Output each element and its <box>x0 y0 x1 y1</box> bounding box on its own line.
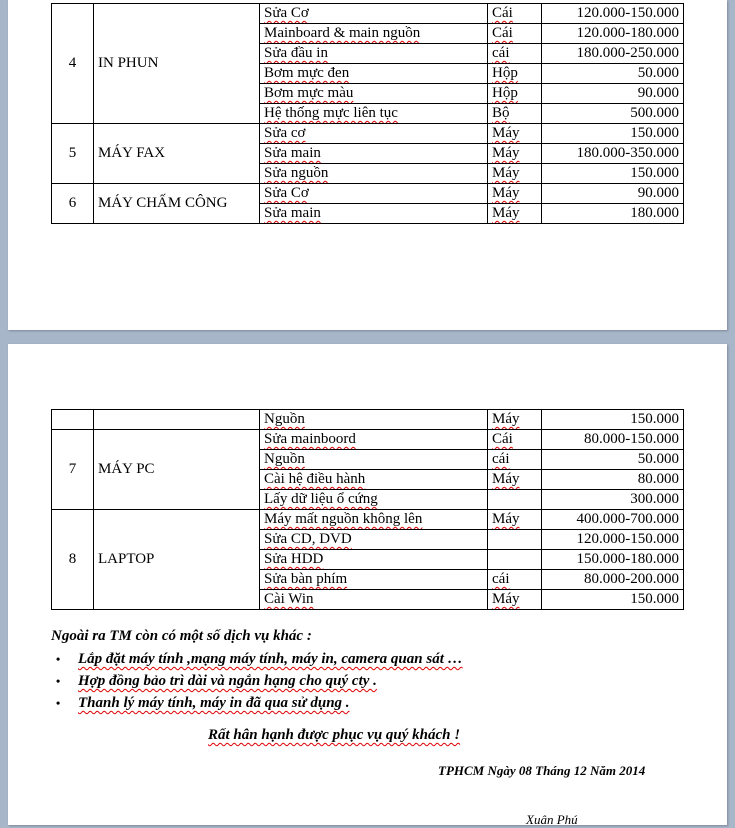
unit-cell-text: Máy <box>492 185 520 201</box>
unit-cell-text: Máy <box>492 165 520 181</box>
service-cell-text: Sửa HDD <box>264 551 324 567</box>
extra-service-item <box>53 648 463 670</box>
service-cell <box>260 510 488 530</box>
unit-cell <box>488 104 542 124</box>
price-cell <box>542 4 684 24</box>
service-cell <box>260 490 488 510</box>
device-cell-text: LAPTOP <box>98 551 155 567</box>
unit-cell <box>488 24 542 44</box>
extra-service-item <box>53 670 463 692</box>
price-cell-text: 120.000-150.000 <box>576 531 679 547</box>
date-line: TPHCM Ngày 08 Tháng 12 Năm 2014 <box>438 763 646 778</box>
service-cell <box>260 144 488 164</box>
price-cell <box>542 144 684 164</box>
signature: Xuân Phú <box>526 812 578 827</box>
price-cell <box>542 104 684 124</box>
bullet-icon: • <box>56 696 61 710</box>
unit-cell-text: Máy <box>492 591 520 607</box>
price-cell <box>542 590 684 610</box>
service-cell-text: Sửa cơ <box>264 125 306 141</box>
service-cell <box>260 204 488 224</box>
service-cell-text: Bơm mực đen <box>264 65 350 81</box>
price-cell <box>542 184 684 204</box>
unit-cell-text: Máy <box>492 145 520 161</box>
price-cell <box>542 490 684 510</box>
service-cell <box>260 124 488 144</box>
service-cell <box>260 164 488 184</box>
price-cell-text: 120.000-150.000 <box>576 5 679 21</box>
price-cell-text: 50.000 <box>637 65 679 81</box>
device-cell-text: IN PHUN <box>98 55 159 71</box>
unit-cell <box>488 64 542 84</box>
price-cell <box>542 530 684 550</box>
price-cell <box>542 124 684 144</box>
device-cell-text: MÁY FAX <box>98 145 166 161</box>
device-cell-text: MÁY PC <box>98 461 155 477</box>
price-cell <box>542 470 684 490</box>
item-number-cell <box>52 124 94 184</box>
unit-cell <box>488 590 542 610</box>
service-cell <box>260 570 488 590</box>
thanks-line: Rất hân hạnh được phục vụ quý khách ! <box>208 727 461 743</box>
service-cell-text: Nguồn <box>264 451 305 467</box>
unit-cell <box>488 430 542 450</box>
table-row <box>52 124 684 144</box>
price-cell <box>542 204 684 224</box>
device-cell <box>94 430 260 510</box>
service-cell-text: Sửa Cơ <box>264 5 309 21</box>
unit-cell <box>488 570 542 590</box>
document-page-2 <box>8 344 727 825</box>
service-cell <box>260 104 488 124</box>
price-cell-text: 150.000 <box>630 411 679 427</box>
extra-service-text: Thanh lý máy tính, máy in đã qua sử dụng . <box>78 695 350 711</box>
device-cell-text: MÁY CHẤM CÔNG <box>98 195 228 211</box>
bullet-icon: • <box>56 674 61 688</box>
price-cell-text: 150.000 <box>630 125 679 141</box>
unit-cell <box>488 204 542 224</box>
device-cell <box>94 184 260 224</box>
device-cell <box>94 124 260 184</box>
service-cell-text: Sửa main <box>264 205 321 221</box>
service-cell-text: Cài Win <box>264 591 314 607</box>
unit-cell-text: Cái <box>492 431 513 447</box>
price-cell-text: 120.000-180.000 <box>576 25 679 41</box>
service-cell-text: Cài hệ điều hành <box>264 471 366 487</box>
unit-cell-text: Máy <box>492 205 520 221</box>
item-number-cell <box>52 184 94 224</box>
unit-cell-text: Cái <box>492 25 513 41</box>
service-cell-text: Hệ thống mực liên tục <box>264 105 398 121</box>
service-cell-text: Máy mất nguồn không lên <box>264 511 423 527</box>
item-number-cell-text: 4 <box>68 55 77 71</box>
empty-no-cell <box>52 410 94 430</box>
item-number-cell-text: 5 <box>68 145 77 161</box>
unit-cell <box>488 490 542 510</box>
table-row <box>52 410 684 430</box>
service-cell-text: Sửa đầu in <box>264 45 328 61</box>
extra-services-list <box>53 648 463 714</box>
price-cell-text: 180.000-350.000 <box>576 145 679 161</box>
price-cell-text: 180.000-250.000 <box>576 45 679 61</box>
service-cell-text: Mainboard & main nguồn <box>264 25 421 41</box>
unit-cell <box>488 4 542 24</box>
service-cell <box>260 530 488 550</box>
unit-cell-text: Cái <box>492 5 513 21</box>
unit-cell-text: cái <box>492 45 510 61</box>
price-cell <box>542 430 684 450</box>
price-cell-text: 300.000 <box>630 491 679 507</box>
price-cell <box>542 64 684 84</box>
unit-cell-text: cái <box>492 571 510 587</box>
extra-services-title: Ngoài ra TM còn có một số dịch vụ khác : <box>51 628 312 644</box>
unit-cell-text: cái <box>492 451 510 467</box>
unit-cell-text: Hộp <box>492 85 518 101</box>
unit-cell <box>488 44 542 64</box>
unit-cell <box>488 450 542 470</box>
price-cell <box>542 450 684 470</box>
price-cell <box>542 164 684 184</box>
empty-device-cell <box>94 410 260 430</box>
service-cell <box>260 84 488 104</box>
item-number-cell-text: 6 <box>68 195 77 211</box>
unit-cell <box>488 510 542 530</box>
service-cell <box>260 450 488 470</box>
price-cell-text: 90.000 <box>637 185 679 201</box>
service-cell <box>260 590 488 610</box>
table-row <box>52 510 684 530</box>
service-cell-text: Sửa nguồn <box>264 165 329 181</box>
price-cell-text: 50.000 <box>637 451 679 467</box>
unit-cell <box>488 144 542 164</box>
unit-cell-text: Hộp <box>492 65 518 81</box>
service-cell <box>260 184 488 204</box>
price-cell-text: 400.000-700.000 <box>576 511 679 527</box>
price-cell-text: 150.000 <box>630 165 679 181</box>
service-cell <box>260 430 488 450</box>
unit-cell <box>488 530 542 550</box>
unit-cell-text: Bộ <box>492 105 510 121</box>
item-number-cell-text: 8 <box>68 551 77 567</box>
item-number-cell <box>52 430 94 510</box>
device-cell <box>94 4 260 124</box>
price-cell <box>542 410 684 430</box>
price-cell <box>542 510 684 530</box>
price-cell <box>542 84 684 104</box>
service-cell <box>260 24 488 44</box>
extra-service-item <box>53 692 463 714</box>
service-cell <box>260 4 488 24</box>
price-cell-text: 80.000-200.000 <box>584 571 679 587</box>
service-cell-text: Sửa bàn phím <box>264 571 348 587</box>
price-cell <box>542 24 684 44</box>
price-cell-text: 180.000 <box>630 205 679 221</box>
price-cell-text: 500.000 <box>630 105 679 121</box>
service-cell-text: Sửa CD, DVD <box>264 531 352 547</box>
service-cell <box>260 44 488 64</box>
unit-cell-text: Máy <box>492 511 520 527</box>
service-cell-text: Bơm mực màu <box>264 85 354 101</box>
unit-cell <box>488 164 542 184</box>
unit-cell-text: Máy <box>492 125 520 141</box>
table-row <box>52 184 684 204</box>
service-cell <box>260 470 488 490</box>
price-cell-text: 80.000 <box>637 471 679 487</box>
table-row <box>52 4 684 24</box>
price-cell-text: 150.000 <box>630 591 679 607</box>
extra-service-text: Lắp đặt máy tính ,mạng máy tính, máy in, camera quan sát … <box>78 651 463 667</box>
table-row <box>52 430 684 450</box>
price-cell <box>542 44 684 64</box>
service-cell-text: Lấy dữ liệu ổ cứng <box>264 491 378 507</box>
price-cell-text: 80.000-150.000 <box>584 431 679 447</box>
item-number-cell-text: 7 <box>68 461 77 477</box>
item-number-cell <box>52 4 94 124</box>
unit-cell <box>488 184 542 204</box>
document-page-1 <box>8 0 727 330</box>
price-cell-text: 150.000-180.000 <box>576 551 679 567</box>
unit-cell <box>488 470 542 490</box>
service-cell-text: Sửa Cơ <box>264 185 309 201</box>
service-cell <box>260 64 488 84</box>
item-number-cell <box>52 510 94 610</box>
service-cell <box>260 550 488 570</box>
unit-cell-text: Máy <box>492 411 520 427</box>
service-price-table-2 <box>51 409 684 610</box>
unit-cell <box>488 84 542 104</box>
service-cell <box>260 410 488 430</box>
device-cell <box>94 510 260 610</box>
unit-cell <box>488 410 542 430</box>
unit-cell <box>488 124 542 144</box>
service-cell-text: Sửa main <box>264 145 321 161</box>
service-price-table-1 <box>51 3 684 224</box>
unit-cell <box>488 550 542 570</box>
price-cell <box>542 570 684 590</box>
price-cell-text: 90.000 <box>637 85 679 101</box>
bullet-icon: • <box>56 652 61 666</box>
service-cell-text: Sửa mainboord <box>264 431 356 447</box>
unit-cell-text: Máy <box>492 471 520 487</box>
price-cell <box>542 550 684 570</box>
service-cell-text: Nguồn <box>264 411 305 427</box>
extra-service-text: Hợp đồng bảo trì dài và ngắn hạng cho quý cty . <box>78 673 377 689</box>
